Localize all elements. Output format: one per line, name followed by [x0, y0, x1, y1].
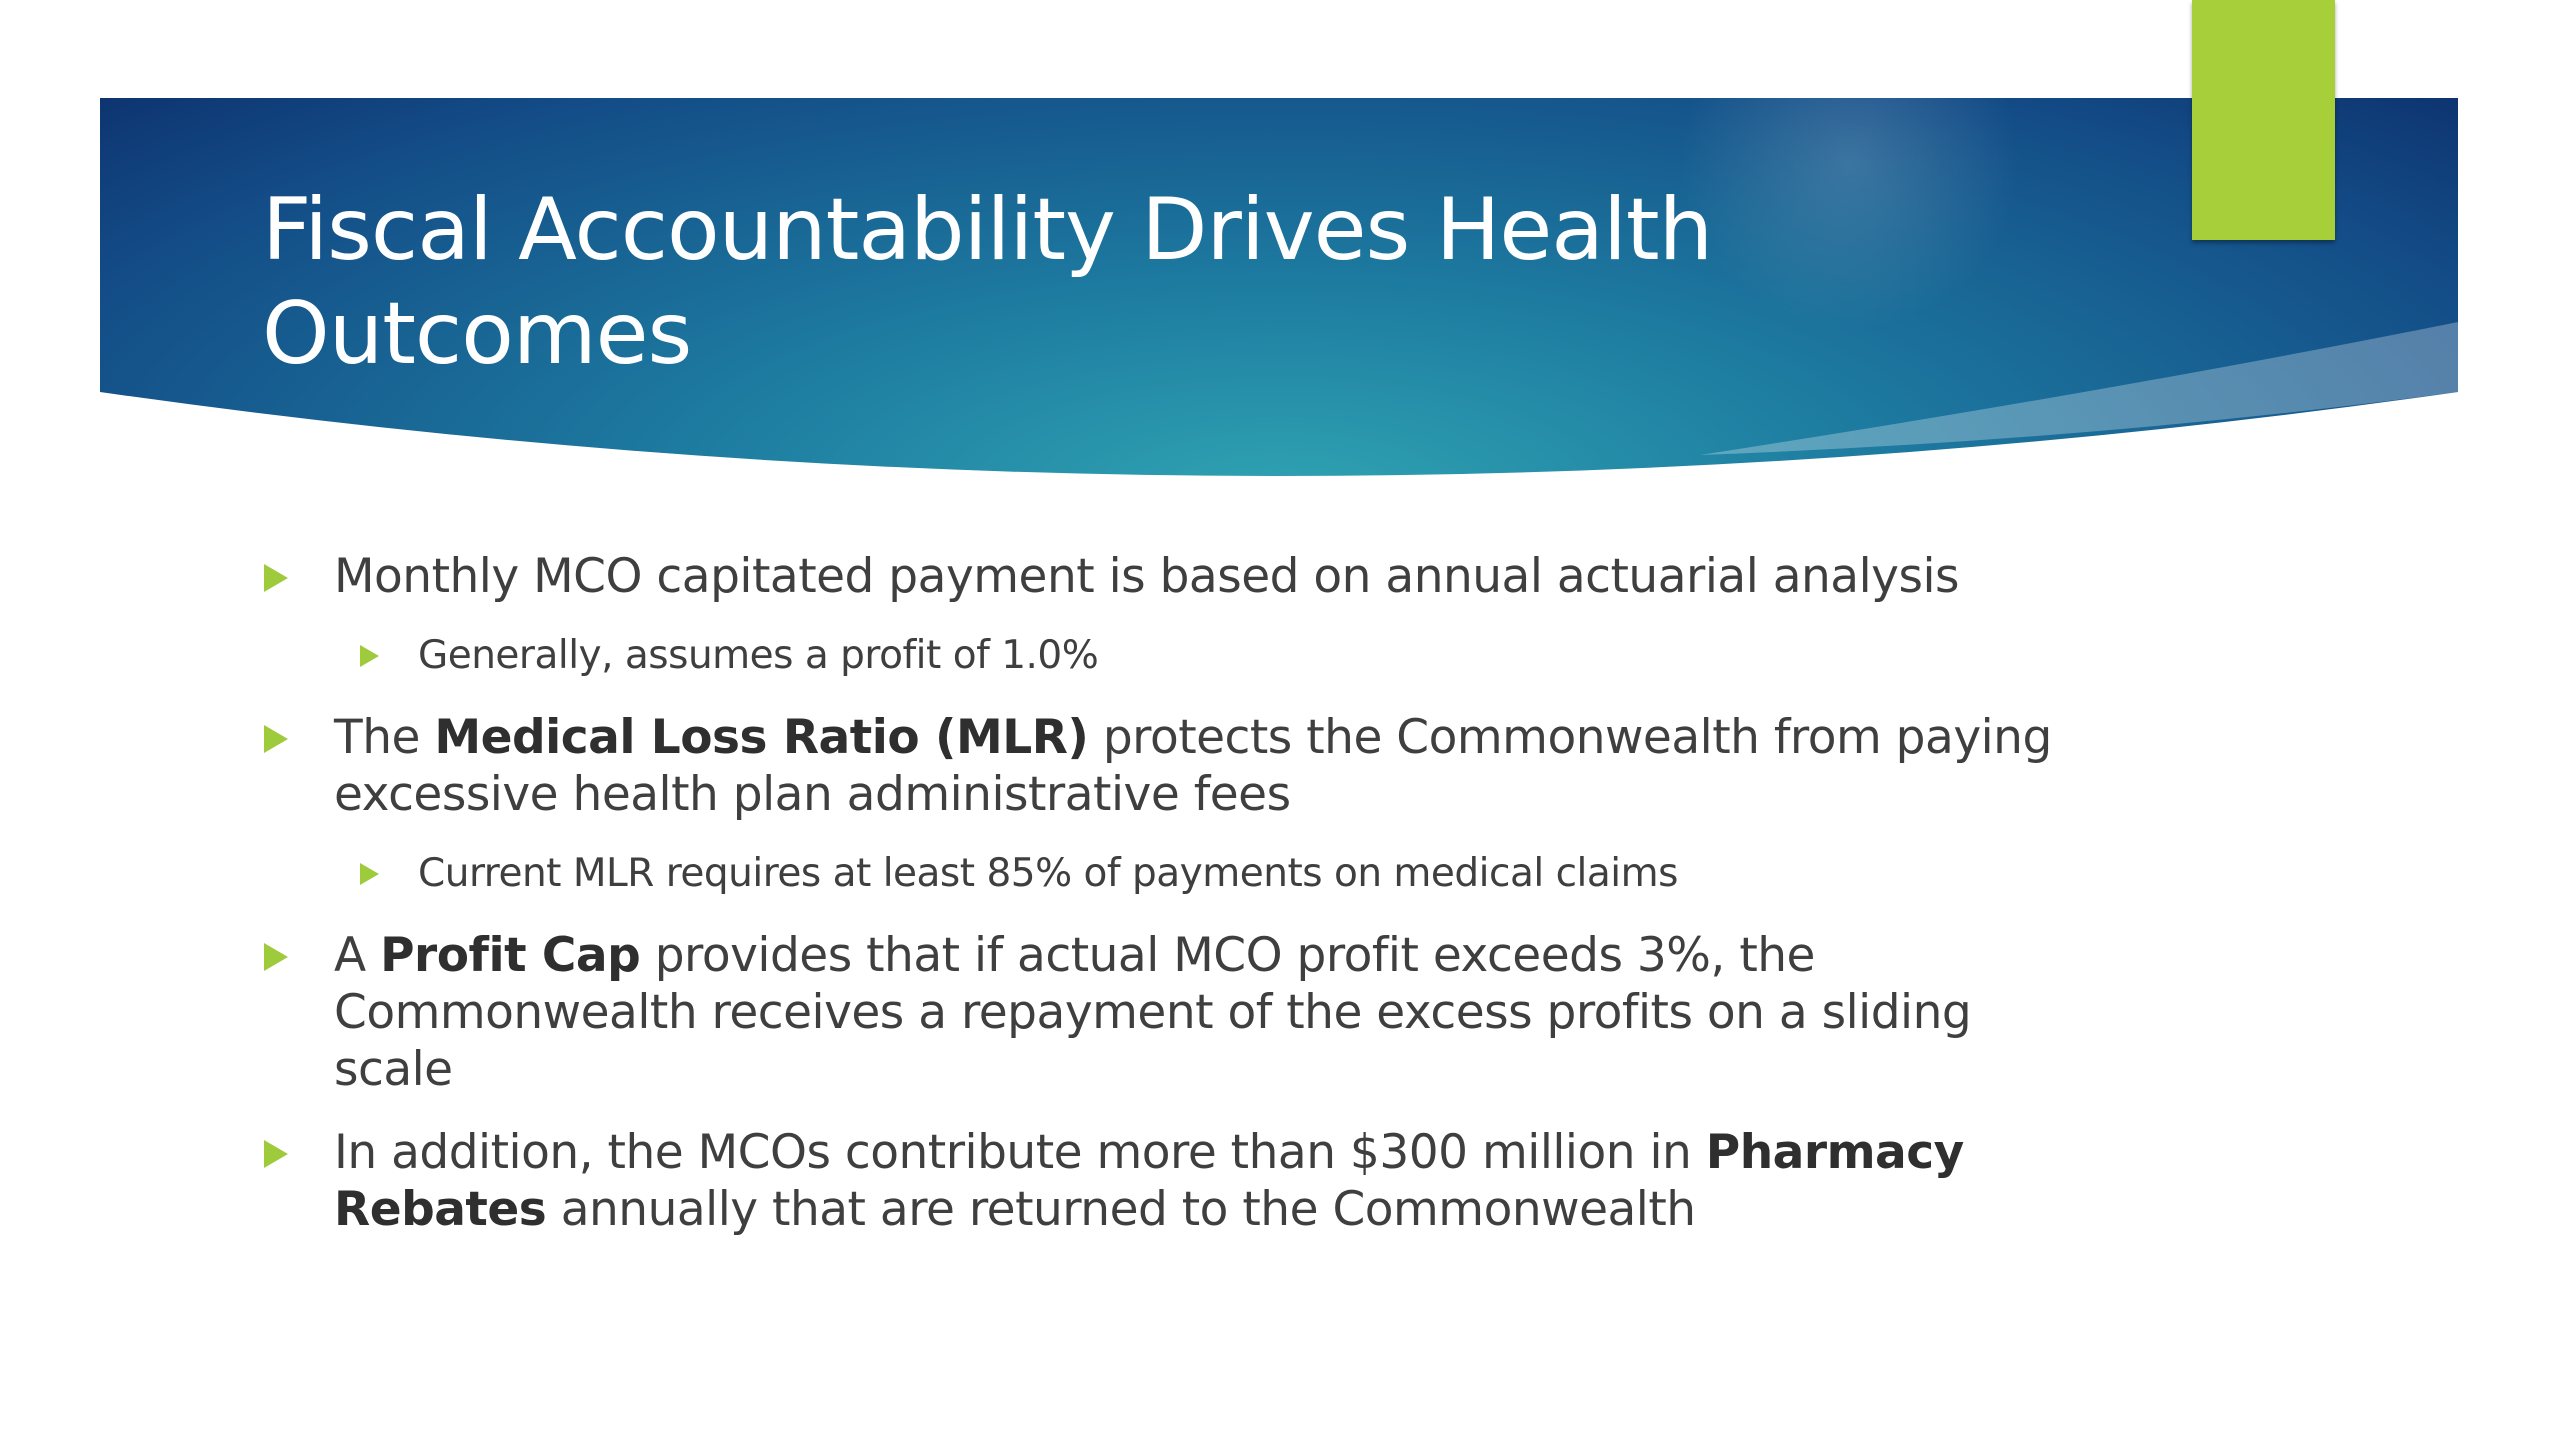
bullet-text-segment: Current MLR requires at least 85% of payments on medical claims — [418, 851, 1678, 896]
bullet-arrow-icon — [360, 863, 379, 885]
accent-tab — [2192, 0, 2335, 240]
bullet-text — [418, 633, 1098, 678]
bullet-text — [334, 710, 2052, 822]
bullet-text-segment: Monthly MCO capitated payment is based on annual actuarial analysis — [334, 549, 1959, 604]
bullet-item — [262, 709, 2062, 823]
sub-bullet-item — [262, 631, 2062, 681]
bullet-item — [262, 927, 2062, 1098]
bullet-text-segment: annually that are returned to the Commonwealth — [546, 1182, 1696, 1237]
bullet-text-bold: Profit Cap — [380, 928, 641, 983]
bullet-arrow-icon — [264, 943, 288, 971]
bullet-text — [334, 928, 1971, 1097]
bullet-text-bold: Medical Loss Ratio (MLR) — [434, 710, 1089, 765]
bullet-arrow-icon — [360, 645, 379, 667]
bullet-list — [262, 548, 2062, 1264]
bullet-text-segment: provides that if actual MCO profit exceeds 3%, the Commonwealth receives a repayment of the excess profits on a sliding scale — [334, 928, 1972, 1097]
bullet-text-segment: A — [334, 928, 381, 983]
bullet-arrow-icon — [264, 564, 288, 592]
bullet-text — [418, 851, 1678, 896]
bullet-text-segment: Generally, assumes a profit of 1.0% — [418, 633, 1099, 678]
bullet-arrow-icon — [264, 1140, 288, 1168]
sub-bullet-item — [262, 849, 2062, 899]
bullet-text-segment: In addition, the MCOs contribute more than $300 million in — [334, 1125, 1706, 1180]
bullet-arrow-icon — [264, 725, 288, 753]
bullet-item — [262, 1124, 2062, 1238]
bullet-text-bold: Pharmacy Rebates — [334, 1125, 1964, 1237]
bullet-text — [334, 549, 1959, 604]
slide-title: Fiscal Accountability Drives Health Outcomes — [262, 180, 1713, 384]
bullet-text-segment: protects the Commonwealth from paying excessive health plan administrative fees — [334, 710, 2052, 822]
bullet-text — [334, 1125, 1964, 1237]
bullet-text-segment: The — [334, 710, 435, 765]
bullet-item — [262, 548, 2062, 605]
